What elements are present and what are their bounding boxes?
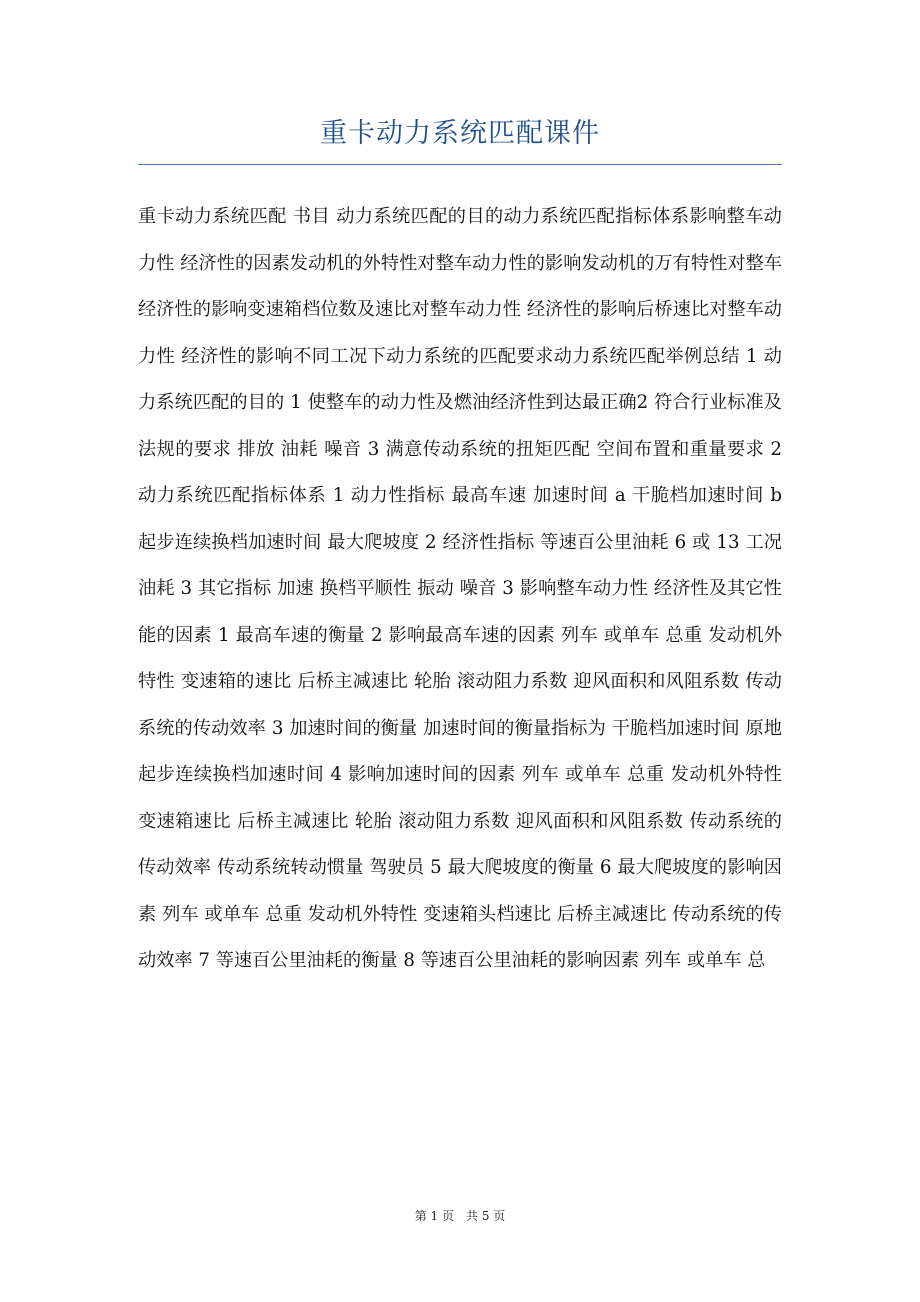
document-title: 重卡动力系统匹配课件 <box>320 118 600 149</box>
title-divider <box>138 164 782 165</box>
body-paragraph: 重卡动力系统匹配 书目 动力系统匹配的目的动力系统匹配指标体系影响整车动力性 经济性的因素发动机的外特性对整车动力性的影响发动机的万有特性对整车经济性的影响变速箱档位数及速比对整车动力性 经济性的影响后桥速比对整车动力性 经济性的影响不同工况下动力系统的匹配要求动力系统匹配举例总结 1 动力系统匹配的目的 1 使整车的动力性及燃油经济性到达最正确2 符合行业标准及法规的要求 排放 油耗 噪音 3 满意传动系统的扭矩匹配 空间布置和重量要求 2 动力系统匹配指标体系 1 动力性指标 最高车速 加速时间 a 干脆档加速时间 b 起步连续换档加速时间 最大爬坡度 2 经济性指标 等速百公里油耗 6 或 13 工况油耗 3 其它指标 加速 换档平顺性 振动 噪音 3 影响整车动力性 经济性及其它性能的因素 1 最高车速的衡量 2 影响最高车速的因素 列车 或单车 总重 发动机外特性 变速箱的速比 后桥主减速比 轮胎 滚动阻力系数 迎风面积和风阻系数 传动系统的传动效率 3 加速时间的衡量 加速时间的衡量指标为 干脆档加速时间 原地起步连续换档加速时间 4 影响加速时间的因素 列车 或单车 总重 发动机外特性 变速箱速比 后桥主减速比 轮胎 滚动阻力系数 迎风面积和风阻系数 传动系统的传动效率 传动系统转动惯量 驾驶员 5 最大爬坡度的衡量 6 最大爬坡度的影响因素 列车 或单车 总重 发动机外特性 变速箱头档速比 后桥主减速比 传动系统的传动效率 7 等速百公里油耗的衡量 8 等速百公里油耗的影响因素 列车 或单车 总 <box>138 206 782 971</box>
page-footer: 第 1 页 共 5 页 <box>414 1209 506 1223</box>
